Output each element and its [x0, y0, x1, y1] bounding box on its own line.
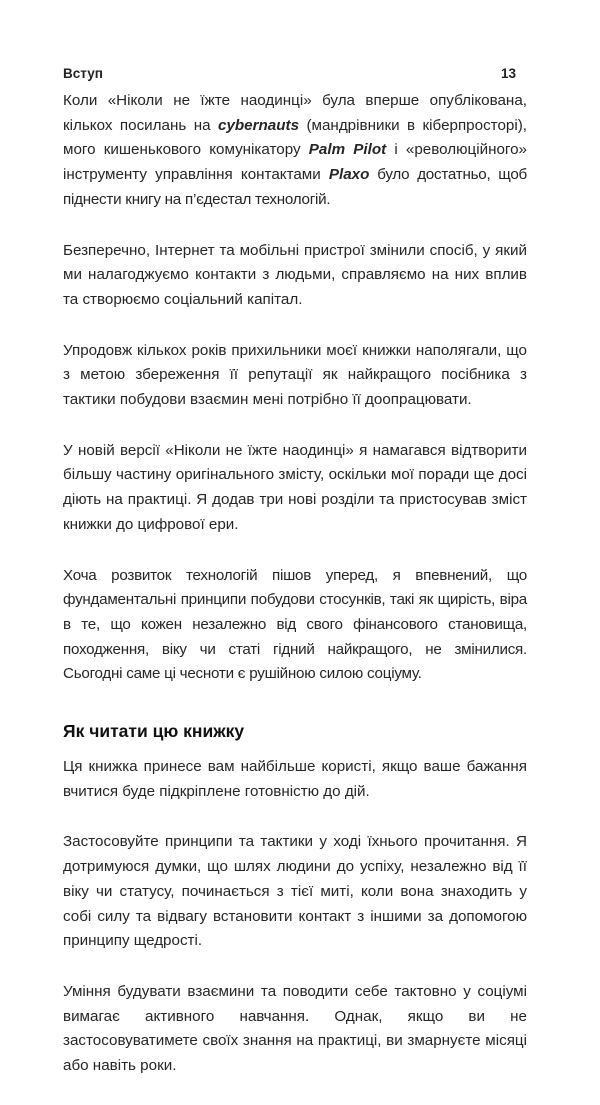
term-palm-pilot: Palm Pilot — [308, 141, 387, 159]
page-body — [63, 89, 527, 1105]
term-cybernauts: cybernauts — [218, 116, 300, 134]
paragraph-4: У новій версії «Ніколи не їжте наодинці» я намагався відтворити більшу частину оригінального змісту, оскільки мої поради ще досі діють на практиці. Я додав три нові розділи та пристосував зміст книжки до цифрової ери. — [63, 441, 527, 533]
paragraph-1-text-d: було достатньо, щоб піднести книгу на п’єдестал технологій. — [63, 166, 527, 208]
term-plaxo: Plaxo — [328, 166, 370, 184]
section-heading: Як читати цю книжку — [63, 721, 245, 742]
paragraph-1-text-b: (мандрівники в кіберпросторі), мого кишенькового комунікатору — [63, 116, 528, 159]
paragraph-7: Застосовуйте принципи та тактики у ході їхнього прочитання. Я дотримуюся думки, що шлях людини до успіху, незалежно від її віку чи статусу, починається з тієї миті, коли вона знаходить у собі силу та відвагу встановити контакт з іншими за допомогою принципу щедрості. — [63, 833, 527, 950]
paragraph-8: Уміння будувати взаємини та поводити себе тактовно у соціумі вимагає активного навчання. Однак, якщо ви не застосовуватимете своїх знання на практиці, ви змарнуєте місяці або навіть роки. — [63, 982, 527, 1075]
page-number: 13 — [500, 66, 516, 81]
paragraph-3: Упродовж кількох років прихильники моєї книжки наполягали, що з метою збереження її репутації як найкращого посібника з тактики побудови взаємин мені потрібно її доопрацювати. — [63, 341, 527, 409]
paragraph-5: Хоча розвиток технологій пішов уперед, я впевнений, що фундаментальні принципи побудови стосунків, такі як щирість, віра в те, що кожен незалежно від свого фінансового становища, походження, віку чи статі гідний найкращого, не змінилися. Сьогодні саме ці чесноти є рушійною силою соціуму. — [63, 566, 527, 683]
paragraph-1 — [63, 89, 527, 213]
paragraph-6: Ця книжка принесе вам найбільше користі, якщо ваше бажання вчитися буде підкріплене готовністю до дій. — [63, 758, 527, 800]
paragraph-1-text-a: Коли «Ніколи не їжте наодинці» була вперше опублікована, кількох посилань на — [63, 92, 527, 134]
paragraph-1-text-c: і «революційного» інструменту управління контактами — [63, 141, 527, 184]
running-header-section: Вступ — [63, 66, 103, 81]
paragraph-2: Безперечно, Інтернет та мобільні пристрої змінили спосіб, у який ми налагоджуємо контакти з людьми, справляємо на них вплив та створюємо соціальний капітал. — [63, 241, 527, 308]
